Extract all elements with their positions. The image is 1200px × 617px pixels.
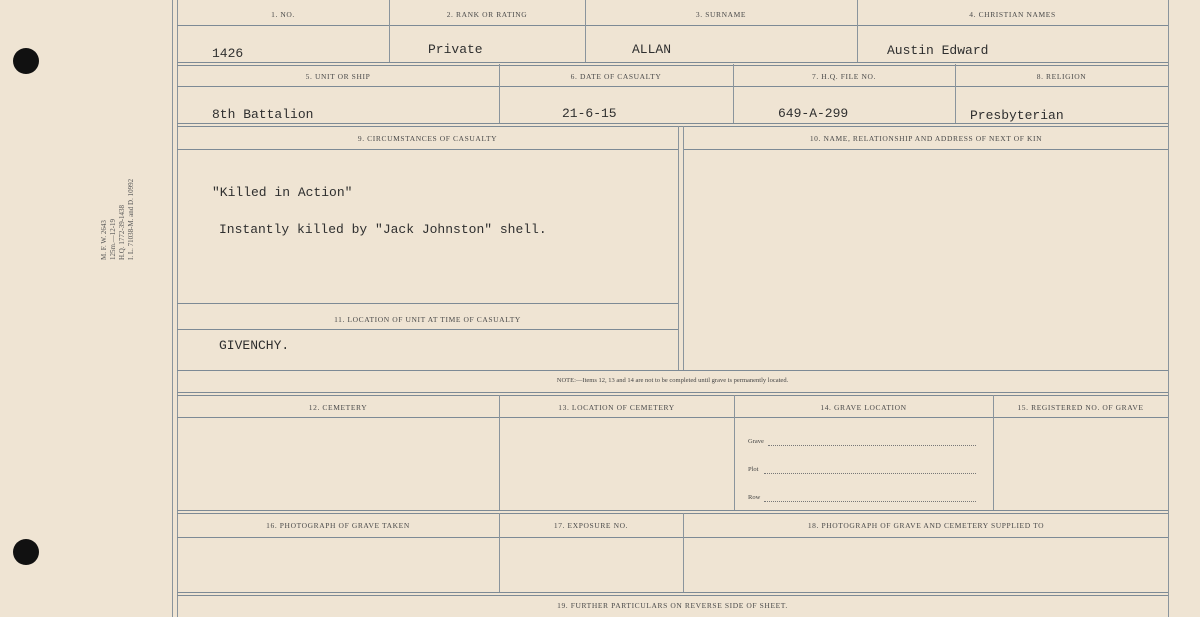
plot-field-line: [764, 473, 976, 474]
file-value: 649-A-299: [778, 106, 849, 121]
rule: [177, 537, 1168, 538]
file-label: 7. H.Q. FILE NO.: [812, 72, 876, 81]
surname-label: 3. SURNAME: [695, 10, 747, 19]
circumstances-label: 9. CIRCUMSTANCES OF CASUALTY: [357, 134, 498, 143]
plot-field-label: Plot: [748, 466, 759, 473]
grave-field-line: [768, 445, 976, 446]
next-of-kin-label: 10. NAME, RELATIONSHIP AND ADDRESS OF NEXT OF KIN: [809, 134, 1043, 143]
unit-label: 5. UNIT OR SHIP: [305, 72, 371, 81]
date-label: 6. DATE OF CASUALTY: [570, 72, 662, 81]
rule: [177, 149, 678, 150]
rule: [993, 395, 994, 511]
left-border: [172, 0, 173, 617]
rule: [177, 510, 1168, 514]
rule: [177, 303, 678, 304]
rule: [177, 370, 1168, 371]
rule: [177, 392, 1168, 396]
rule: [734, 395, 735, 511]
christian-names-label: 4. CHRISTIAN NAMES: [969, 10, 1056, 19]
row-field-label: Row: [748, 494, 761, 501]
rule: [177, 86, 1168, 87]
footer-note: 19. FURTHER PARTICULARS ON REVERSE SIDE OF SHEET.: [557, 601, 788, 610]
note-text: NOTE:—Items 12, 13 and 14 are not to be completed until grave is permanently located.: [556, 377, 789, 384]
no-label: 1. NO.: [271, 10, 295, 19]
rank-label: 2. RANK OR RATING: [446, 10, 528, 19]
rank-value: Private: [428, 42, 483, 57]
unit-value: 8th Battalion: [212, 107, 314, 122]
rule: [177, 329, 678, 330]
exposure-no-label: 17. EXPOSURE NO.: [553, 521, 629, 530]
circumstance-line-2: Instantly killed by "Jack Johnston" shell.: [219, 222, 547, 237]
rule: [678, 126, 679, 370]
location-value: GIVENCHY.: [219, 338, 290, 353]
location-label: 11. LOCATION OF UNIT AT TIME OF CASUALTY: [334, 315, 521, 324]
circumstance-line-1: "Killed in Action": [212, 185, 353, 200]
religion-label: 8. RELIGION: [1036, 72, 1087, 81]
rule: [177, 62, 1168, 66]
rule: [684, 149, 1168, 150]
date-value: 21-6-15: [562, 106, 617, 121]
punch-hole-top: [13, 48, 39, 74]
rule: [177, 592, 1168, 596]
location-of-cemetery-label: 13. LOCATION OF CEMETERY: [558, 403, 675, 412]
rule: [177, 417, 1168, 418]
form-print-code: M. F. W. 2643 125m.—12-19 H.Q. 1772-39-1438 I. L. 71038-M. and D. 10992: [100, 178, 135, 260]
rule: [177, 123, 1168, 127]
christian-names-value: Austin Edward: [887, 43, 989, 58]
photograph-taken-label: 16. PHOTOGRAPH OF GRAVE TAKEN: [266, 521, 410, 530]
punch-hole-bottom: [13, 539, 39, 565]
grave-location-label: 14. GRAVE LOCATION: [820, 403, 907, 412]
cemetery-label: 12. CEMETERY: [308, 403, 368, 412]
rule: [177, 25, 1168, 26]
photograph-supplied-label: 18. PHOTOGRAPH OF GRAVE AND CEMETERY SUPPLIED TO: [807, 521, 1045, 530]
rule: [683, 126, 684, 370]
rule: [499, 395, 500, 511]
registered-no-label: 15. REGISTERED NO. OF GRAVE: [1017, 403, 1144, 412]
row-field-line: [764, 501, 976, 502]
service-number: 1426: [212, 46, 244, 61]
surname-value: ALLAN: [632, 42, 672, 57]
right-border: [1168, 0, 1169, 617]
grave-field-label: Grave: [748, 438, 764, 445]
religion-value: Presbyterian: [970, 108, 1064, 123]
